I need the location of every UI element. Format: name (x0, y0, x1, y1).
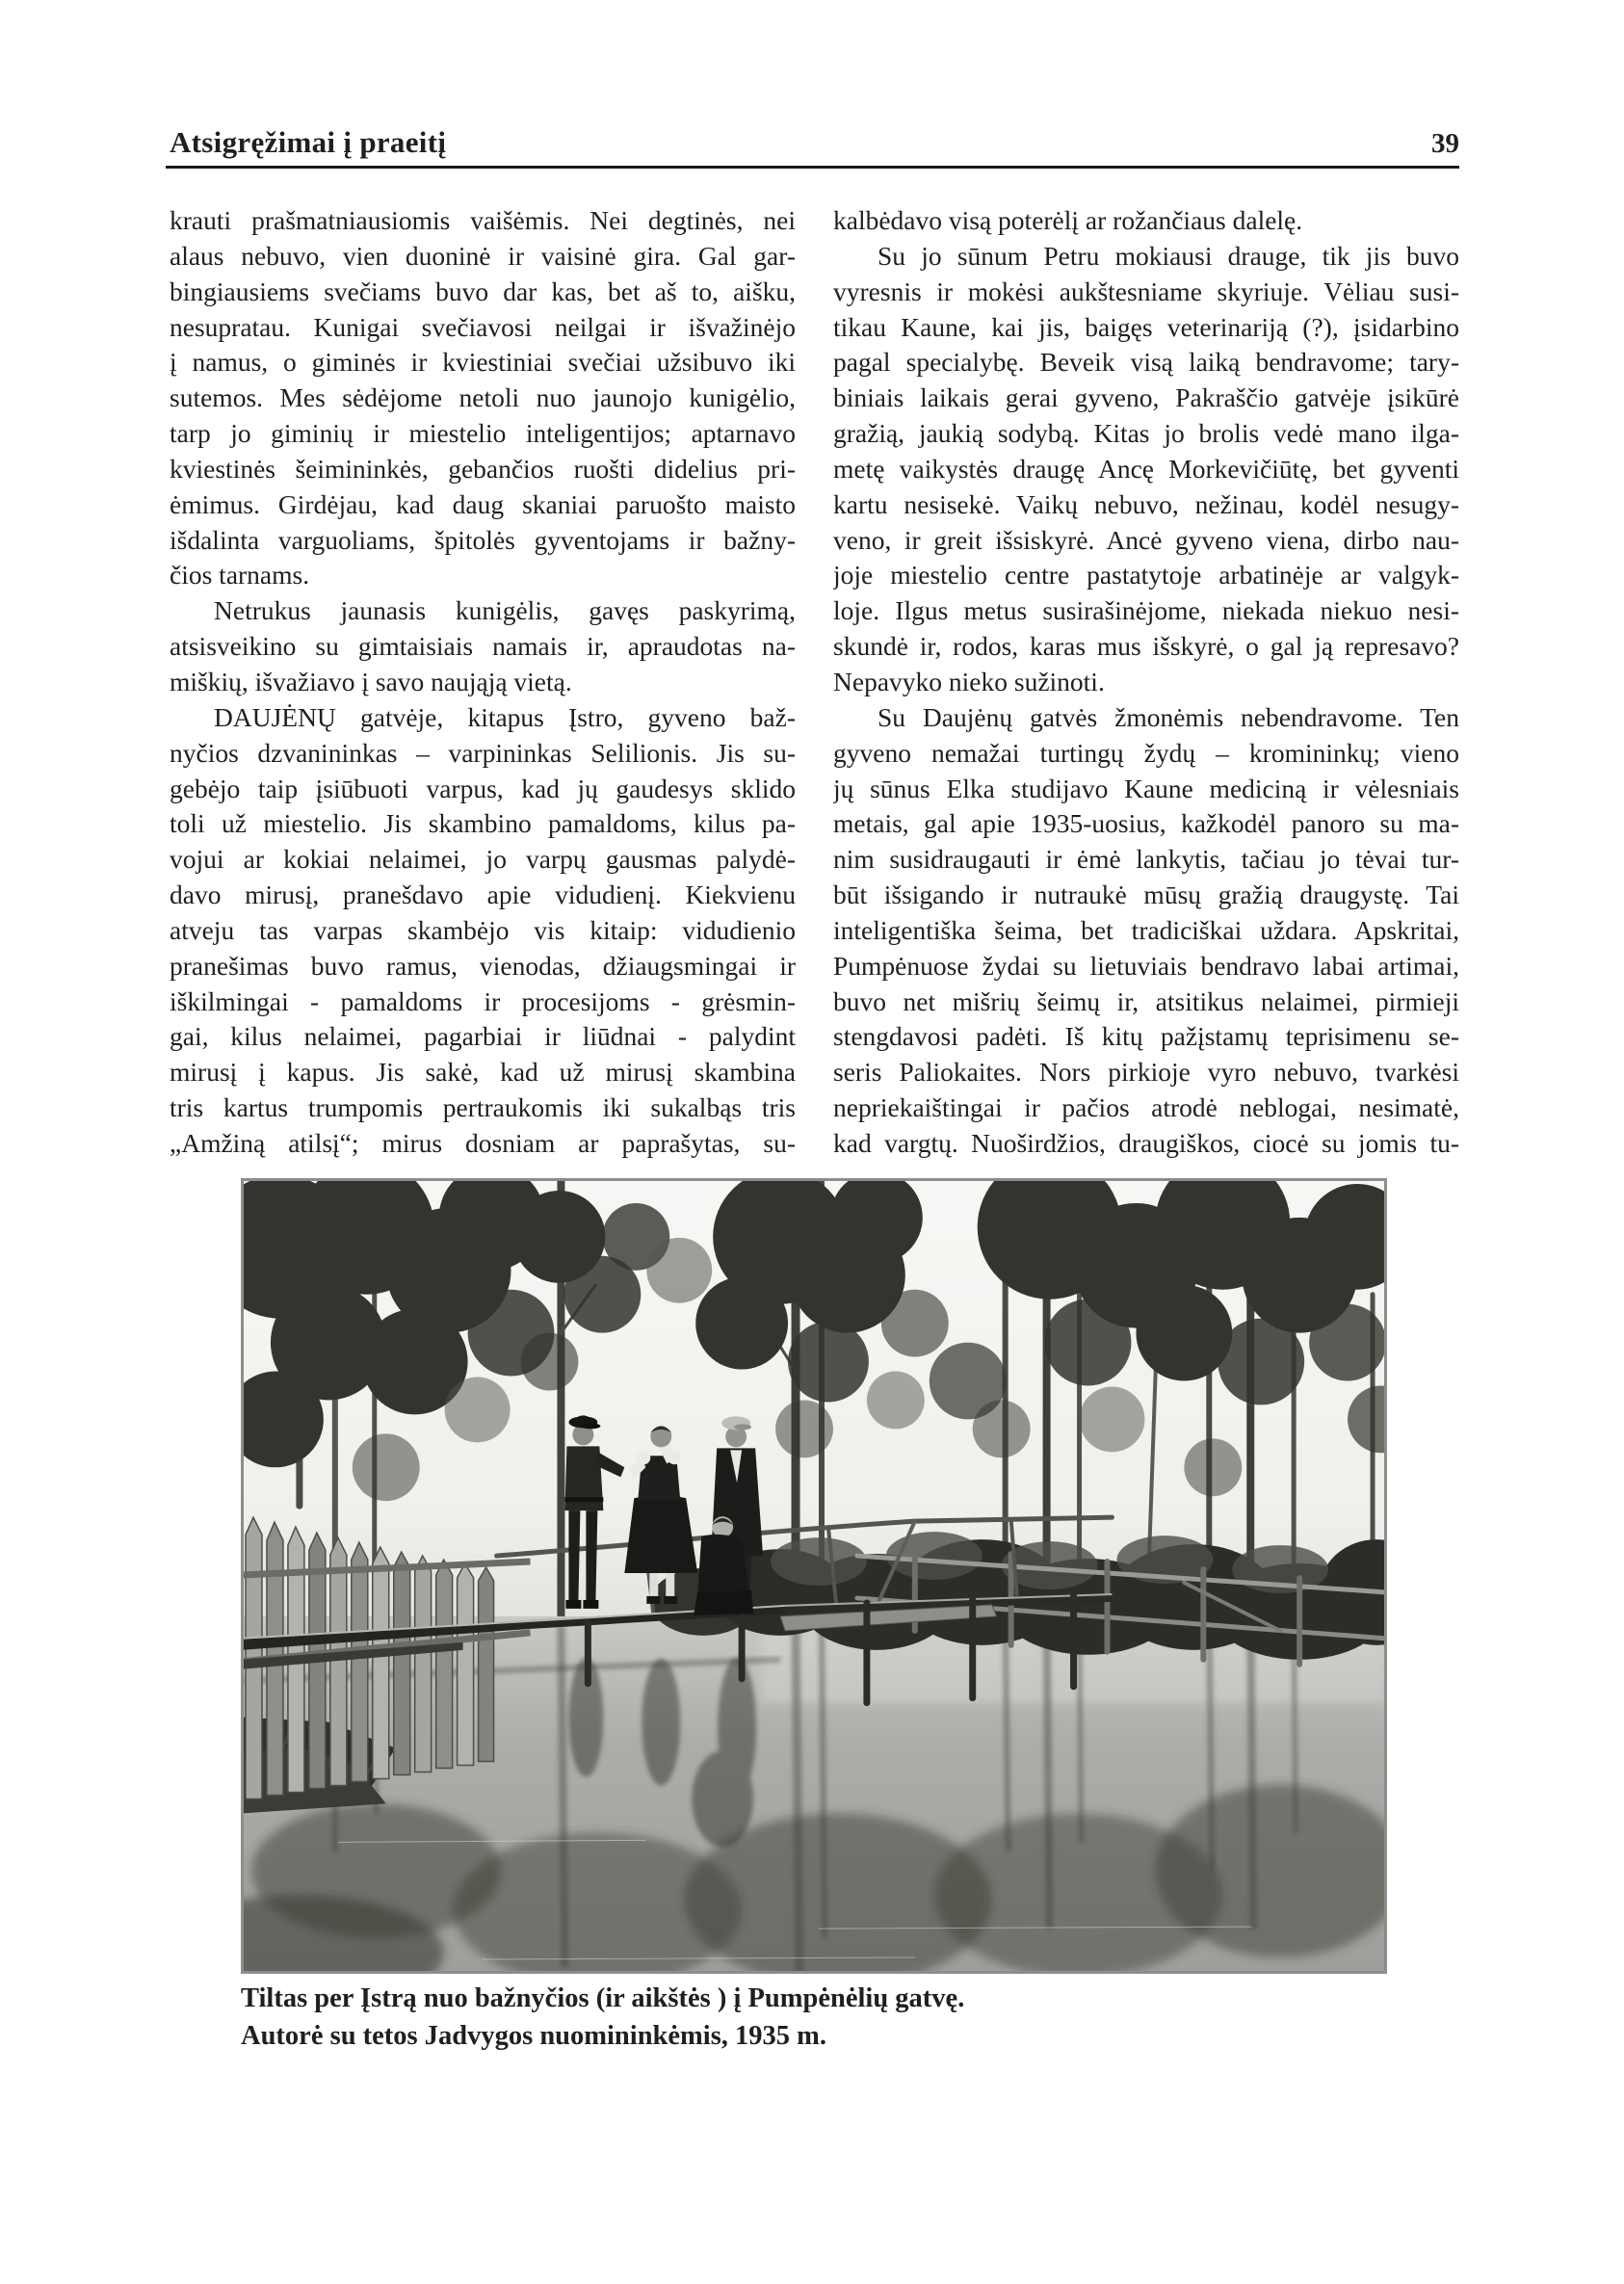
text-line: Nepavyko nieko sužinoti. (833, 666, 1105, 696)
text-line: tarp jo giminių ir miestelio inteligentijos; aptarnavo (170, 418, 796, 449)
text-line: nyčios dzvanininkas – varpininkas Selilionis. Jis su- (170, 737, 796, 768)
text-line: davo mirusį, pranešdavo apie vidudienį. Kiekvienu (170, 879, 796, 910)
text-column-left (170, 203, 796, 1162)
text-line: išdalinta varguoliams, špitolės gyventojams ir bažny- (170, 524, 796, 555)
text-line: Su jo sūnum Petru mokiausi drauge, tik jis buvo (877, 240, 1459, 271)
text-line: mirusį į kapus. Jis sakė, kad už mirusį skambina (170, 1057, 796, 1088)
text-line: buvo net mišrių šeimų ir, atsitikus nelaimei, pirmieji (833, 985, 1459, 1016)
text-line: vyresnis ir mokėsi aukštesniame skyriuje. Vėliau susi- (833, 276, 1459, 306)
text-line: sutemos. Mes sėdėjome netoli nuo jaunojo kunigėlio, (170, 382, 796, 413)
text-line: atsisveikino su gimtaisiais namais ir, apraudotas na- (170, 631, 796, 662)
text-line: atveju tas varpas skambėjo vis kitaip: vidudienio (170, 914, 796, 945)
text-line: ėmimus. Girdėjau, kad daug skaniai paruošto maisto (170, 488, 796, 519)
text-line: miškių, išvažiavo į savo naująją vietą. (170, 666, 572, 696)
text-line: gyveno nemažai turtingų žydų – kromininkų; vieno (833, 737, 1459, 768)
text-line: gai, kilus nelaimei, pagarbiai ir liūdnai - palydint (170, 1021, 796, 1052)
text-line: kviestinės šeimininkės, gebančios ruošti didelius pri- (170, 453, 796, 484)
page-number: 39 (1431, 128, 1459, 159)
text-line: gebėjo taip įsiūbuoti varpus, kad jų gaudesys sklido (170, 773, 796, 803)
text-line: kartu nesisekė. Vaikų nebuvo, nežinau, kodėl nesugy- (833, 488, 1459, 519)
text-line: kad vargtų. Nuoširdžios, draugiškos, ciocė su jomis tu- (833, 1127, 1459, 1158)
text-line: nim susidraugauti ir ėmė lankytis, tačiau jo tėvai tur- (833, 844, 1459, 875)
text-line: jų sūnus Elka studijavo Kaune mediciną ir vėlesniais (833, 773, 1459, 803)
photo-caption (241, 1981, 1387, 2055)
text-line: į namus, o giminės ir kviestiniai svečiai užsibuvo iki (170, 347, 796, 378)
text-line: pagal specialybę. Beveik visą laiką bendravome; tary- (833, 347, 1459, 378)
text-line: alaus nebuvo, vien duoninė ir vaisinė gira. Gal gar- (170, 240, 796, 271)
text-line: nesupratau. Kunigai svečiavosi neilgai ir išvažinėjo (170, 311, 796, 342)
header-rule (166, 166, 1459, 169)
text-line: vojui ar kokiai nelaimei, jo varpų gausmas palydė- (170, 844, 796, 875)
text-line: kalbėdavo visą poterėlį ar rožančiaus dalelę. (833, 205, 1303, 235)
text-line: metais, gal apie 1935-uosius, kažkodėl panoro su ma- (833, 808, 1459, 839)
text-line: seris Paliokaites. Nors pirkioje vyro nebuvo, tvarkėsi (833, 1057, 1459, 1088)
bridge-over-river-photo (242, 1179, 1386, 1973)
text-line: stengdavosi padėti. Iš kitų pažįstamų teprisimenu se- (833, 1021, 1459, 1052)
text-line: bingiausiems svečiams buvo dar kas, bet aš to, aišku, (170, 276, 796, 306)
text-line: „Amžiną atilsį“; mirus dosniam ar paprašytas, su- (170, 1127, 796, 1158)
text-line: DAUJĖNŲ gatvėje, kitapus Įstro, gyveno baž- (214, 701, 796, 732)
text-line: gražią, jaukią sodybą. Kitas jo brolis vedė mano ilga- (833, 418, 1459, 449)
caption-line: Autorė su tetos Jadvygos nuomininkėmis, 1935 m. (241, 2020, 827, 2051)
text-line: Pumpėnuose žydai su lietuviais bendravo labai artimai, (833, 950, 1459, 981)
photo-figure (241, 1178, 1387, 1974)
photo-foliage (242, 1179, 1386, 1501)
text-line: biniais laikais gerai gyveno, Pakraščio gatvėje įsikūrė (833, 382, 1459, 413)
text-line: joje miestelio centre pastatytoje arbatinėje ar valgyk- (833, 560, 1459, 591)
text-line: Su Daujėnų gatvės žmonėmis nebendravome. Ten (877, 701, 1459, 732)
text-line: būt išsigando ir nutraukė mūsų gražią draugystę. Tai (833, 879, 1459, 910)
caption-line: Tiltas per Įstrą nuo bažnyčios (ir aikštės ) į Pumpėnėlių gatvę. (241, 1983, 965, 2013)
text-line: iškilmingai - pamaldoms ir procesijoms - grėsmin- (170, 985, 796, 1016)
text-column-right (833, 203, 1459, 1162)
text-line: nepriekaištingai ir pačios atrodė neblogai, nesimatė, (833, 1092, 1459, 1123)
running-head (170, 125, 1459, 160)
text-line: čios tarnams. (170, 560, 310, 591)
text-line: toli už miestelio. Jis skambino pamaldoms, kilus pa- (170, 808, 796, 839)
text-line: pranešimas buvo ramus, vienodas, džiaugsmingai ir (170, 950, 796, 981)
text-line: inteligentiška šeima, bet tradiciškai uždara. Apskritai, (833, 914, 1459, 945)
text-line: Netrukus jaunasis kunigėlis, gavęs paskyrimą, (214, 595, 796, 626)
page-title: Atsigręžimai į praeitį (170, 125, 447, 159)
text-line: veno, ir greit išsiskyrė. Ancė gyveno viena, dirbo nau- (833, 524, 1459, 555)
text-line: tikau Kaune, kai jis, baigęs veterinariją (?), įsidarbino (833, 311, 1459, 342)
text-line: metę vaikystės draugę Ancę Morkevičiūtę, bet gyventi (833, 453, 1459, 484)
text-line: tris kartus trumpomis pertraukomis iki sukalbąs tris (170, 1092, 796, 1123)
text-line: loje. Ilgus metus susirašinėjome, niekada niekuo nesi- (833, 595, 1459, 626)
text-line: skundė ir, rodos, karas mus išskyrė, o gal ją represavo? (833, 631, 1459, 662)
text-line: krauti prašmatniausiomis vaišėmis. Nei degtinės, nei (170, 205, 796, 235)
